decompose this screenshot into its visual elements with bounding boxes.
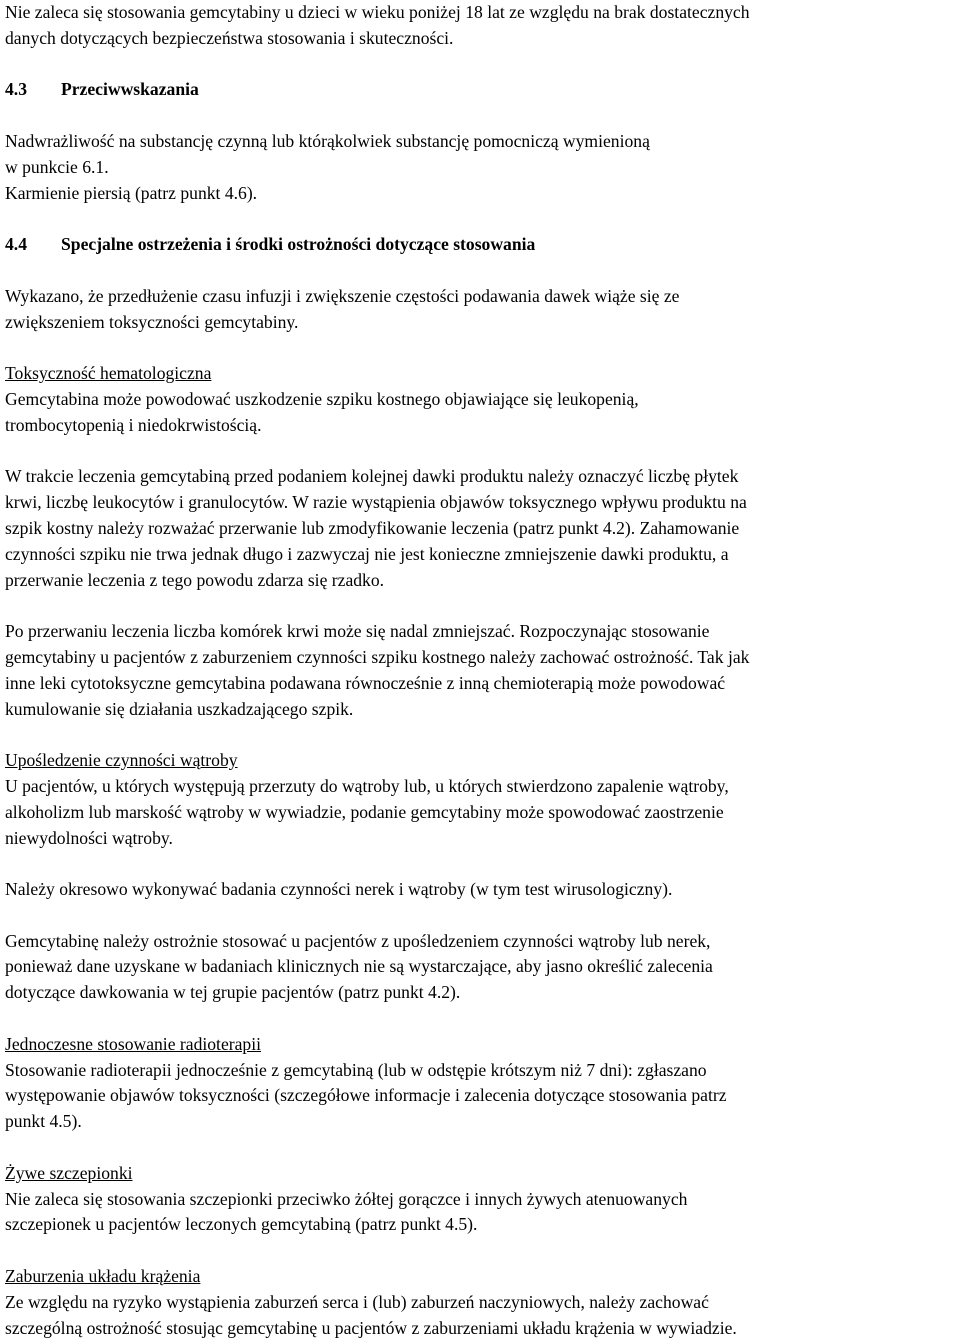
spacer	[5, 206, 957, 232]
text-line: krwi, liczbę leukocytów i granulocytów. W razie wystąpienia objawów toksycznego wpływu produktu na	[5, 492, 747, 513]
spacer	[5, 335, 957, 361]
spacer	[5, 722, 957, 748]
hematologic-paragraph-2	[5, 464, 957, 593]
section-title: Specjalne ostrzeżenia i środki ostrożności dotyczące stosowania	[61, 234, 536, 255]
text-line: występowanie objawów toksyczności (szczegółowe informacje i zalecenia dotyczące stosowania patrz	[5, 1085, 727, 1106]
subheading-hematologic-toxicity: Toksyczność hematologiczna	[5, 363, 212, 384]
text-line: Nadwrażliwość na substancję czynną lub którąkolwiek substancję pomocniczą wymienioną	[5, 130, 650, 151]
text-line: szpik kostny należy rozważać przerwanie lub zmodyfikowanie leczenia (patrz punkt 4.2). Zahamowanie	[5, 517, 740, 538]
text-line: dotyczące dawkowania w tej grupie pacjentów (patrz punkt 4.2).	[5, 982, 461, 1003]
text-line: U pacjentów, u których występują przerzuty do wątroby lub, u których stwierdzono zapalenie wątroby,	[5, 775, 729, 796]
hematologic-paragraph-1	[5, 387, 957, 439]
section-number: 4.4	[5, 234, 27, 255]
text-line: trombocytopenią i niedokrwistością.	[5, 414, 262, 435]
text-line: szczepionek u pacjentów leczonych gemcytabiną (patrz punkt 4.5).	[5, 1214, 478, 1235]
vaccines-paragraph	[5, 1187, 957, 1239]
text-line: gemcytabiny u pacjentów z zaburzeniem czynności szpiku kostnego należy zachować ostrożność. Tak jak	[5, 646, 750, 667]
subheading-live-vaccines: Żywe szczepionki	[5, 1162, 133, 1183]
warnings-intro-paragraph	[5, 284, 957, 336]
text-line: przerwanie leczenia z tego powodu zdarza się rzadko.	[5, 569, 385, 590]
liver-paragraph-1	[5, 774, 957, 851]
section-title: Przeciwwskazania	[61, 79, 199, 100]
spacer	[5, 1238, 957, 1264]
text-line: zwiększeniem toksyczności gemcytabiny.	[5, 311, 299, 332]
contraindications-paragraph	[5, 129, 957, 206]
text-line: Karmienie piersią (patrz punkt 4.6).	[5, 182, 258, 203]
subheading-liver-impairment: Upośledzenie czynności wątroby	[5, 750, 238, 771]
text-line: ponieważ dane uzyskane w badaniach klinicznych nie są wystarczające, aby jasno określić zalecenia	[5, 956, 713, 977]
text-line: punkt 4.5).	[5, 1111, 82, 1132]
text-line: W trakcie leczenia gemcytabiną przed podaniem kolejnej dawki produktu należy oznaczyć liczbę płytek	[5, 466, 739, 487]
text-line: Gemcytabinę należy ostrożnie stosować u pacjentów z upośledzeniem czynności wątroby lub nerek,	[5, 930, 711, 951]
spacer	[5, 258, 957, 284]
spacer	[5, 52, 957, 78]
text-line: szczególną ostrożność stosując gemcytabinę u pacjentów z zaburzeniami układu krążenia w wywiadzie.	[5, 1317, 737, 1338]
text-line: Należy okresowo wykonywać badania czynności nerek i wątroby (w tym test wirusologiczny).	[5, 879, 673, 900]
text-line: inne leki cytotoksyczne gemcytabina podawana równocześnie z inną chemioterapią może powodować	[5, 672, 726, 693]
text-line: niewydolności wątroby.	[5, 827, 173, 848]
text-line: Ze względu na ryzyko wystąpienia zaburzeń serca i (lub) zaburzeń naczyniowych, należy zachować	[5, 1291, 709, 1312]
subheading-radiotherapy: Jednoczesne stosowanie radioterapii	[5, 1033, 261, 1054]
document-page	[5, 0, 957, 1341]
text-line: Gemcytabina może powodować uszkodzenie szpiku kostnego objawiające się leukopenią,	[5, 388, 639, 409]
spacer	[5, 903, 957, 929]
text-line: alkoholizm lub marskość wątroby w wywiadzie, podanie gemcytabiny może spowodować zaostrzenie	[5, 801, 724, 822]
hematologic-paragraph-3	[5, 619, 957, 722]
spacer	[5, 439, 957, 465]
intro-paragraph	[5, 0, 957, 52]
text-line: kumulowanie się działania uszkadzającego szpik.	[5, 698, 354, 719]
text-line: Stosowanie radioterapii jednocześnie z gemcytabiną (lub w odstępie krótszym niż 7 dni): zgłaszano	[5, 1059, 707, 1080]
spacer	[5, 103, 957, 129]
spacer	[5, 851, 957, 877]
section-heading-4-4	[5, 232, 957, 258]
section-number: 4.3	[5, 79, 27, 100]
text-line: Nie zaleca się stosowania gemcytabiny u dzieci w wieku poniżej 18 lat ze względu na brak dostatecznych	[5, 2, 750, 22]
spacer	[5, 1006, 957, 1032]
liver-paragraph-3	[5, 929, 957, 1006]
text-line: w punkcie 6.1.	[5, 156, 109, 177]
text-line: Wykazano, że przedłużenie czasu infuzji i zwiększenie częstości podawania dawek wiąże się ze	[5, 285, 680, 306]
spacer	[5, 1135, 957, 1161]
text-line: Po przerwaniu leczenia liczba komórek krwi może się nadal zmniejszać. Rozpoczynając stosowanie	[5, 621, 710, 642]
radiotherapy-paragraph	[5, 1058, 957, 1135]
text-line: czynności szpiku nie trwa jednak długo i zazwyczaj nie jest konieczne zmniejszenie dawki produktu, a	[5, 543, 729, 564]
cardio-paragraph	[5, 1290, 957, 1341]
section-heading-4-3	[5, 77, 957, 103]
text-line: Nie zaleca się stosowania szczepionki przeciwko żółtej gorączce i innych żywych atenuowanych	[5, 1188, 688, 1209]
liver-paragraph-2	[5, 877, 957, 903]
text-line: danych dotyczących bezpieczeństwa stosowania i skuteczności.	[5, 27, 454, 48]
spacer	[5, 593, 957, 619]
subheading-cardiovascular-disorders: Zaburzenia układu krążenia	[5, 1266, 201, 1287]
